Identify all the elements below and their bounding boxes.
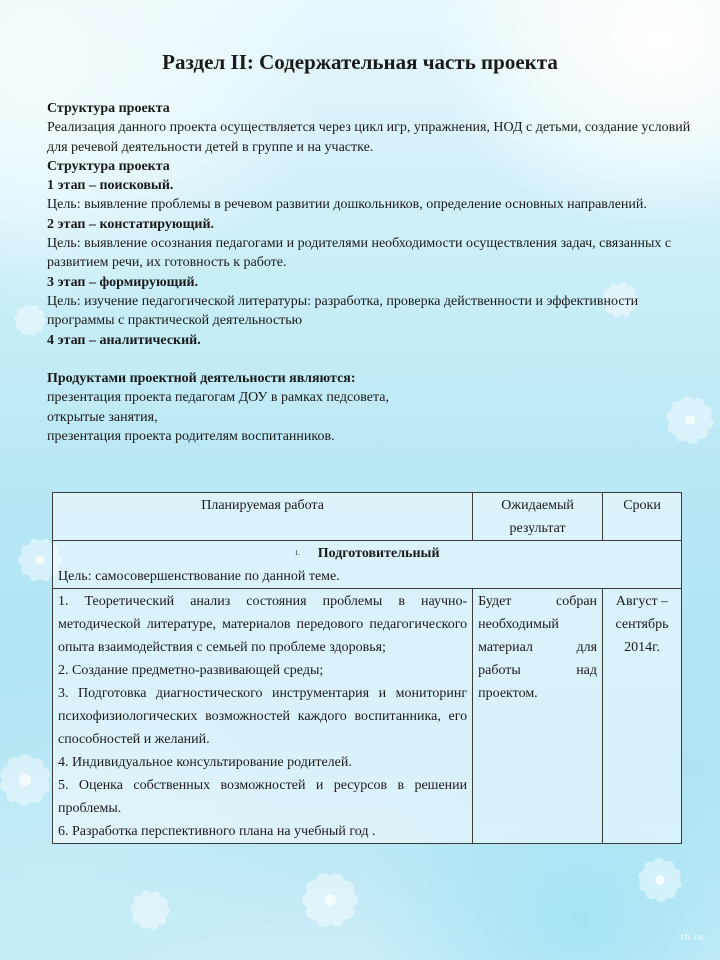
stage-2-title: 2 этап – констатирующий. — [47, 216, 215, 232]
section-cell — [53, 541, 682, 589]
product-item: открытые занятия, — [47, 409, 158, 425]
work-item: 4. Индивидуальное консультирование родителей. — [58, 755, 352, 771]
stage-2-goal: Цель: выявление осознания педагогами и родителями необходимости осуществления задач, связанных с развитием речи, их готовность к работе. — [47, 236, 672, 271]
dates-line: Август – — [615, 594, 669, 610]
page-title: Раздел II: Содержательная часть проекта — [162, 50, 558, 74]
watermark: fb.ru — [680, 932, 704, 942]
stage-4-title: 4 этап – аналитический. — [47, 332, 201, 348]
result-line: работы над — [478, 663, 598, 679]
stage-1-title: 1 этап – поисковый. — [47, 178, 174, 194]
result-line: материал для — [478, 640, 598, 656]
result-line: проектом. — [478, 686, 538, 702]
structure-heading-second: Структура проекта — [47, 158, 170, 174]
structure-paragraph: Реализация данного проекта осуществляется через цикл игр, упражнения, НОД с детьми, создание условий для речевой деятельности детей в группе и на участке. — [47, 120, 691, 155]
header-planned-work: Планируемая работа — [53, 493, 473, 541]
header-dates: Сроки — [603, 493, 682, 541]
header-expected-result: Ожидаемый результат — [473, 493, 603, 541]
section-row — [53, 541, 682, 589]
stage-3-goal: Цель: изучение педагогической литературы: разработка, проверка действенности и эффективности программы с практической деятельностью — [47, 293, 639, 329]
products-heading: Продуктами проектной деятельности являются: — [47, 371, 356, 387]
product-item: презентация проекта педагогам ДОУ в рамках педсовета, — [47, 390, 389, 406]
project-structure-section — [47, 99, 697, 446]
section-goal: Цель: самосовершенствование по данной теме. — [58, 569, 340, 585]
expected-result-cell — [473, 589, 603, 844]
section-title — [58, 542, 676, 565]
planned-work-cell — [53, 589, 473, 844]
work-item: 5. Оценка собственных возможностей и ресурсов в решении проблемы. — [58, 778, 468, 817]
table-row — [53, 589, 682, 844]
work-item: 6. Разработка перспективного плана на учебный год . — [58, 824, 376, 840]
work-item: 1. Теоретический анализ состояния проблемы в научно-методической литературе, материалов передового педагогического опыта взаимодействия с семьей по проблеме здоровья; — [58, 594, 468, 656]
stage-1-goal: Цель: выявление проблемы в речевом развитии дошкольников, определение основных направлений. — [47, 197, 647, 213]
work-plan-table — [52, 492, 682, 844]
result-line: Будет собран — [478, 594, 598, 610]
dates-cell — [603, 589, 682, 844]
section-title-text: Подготовительный — [317, 546, 440, 561]
product-item: презентация проекта родителям воспитанников. — [47, 429, 335, 445]
dates-line: сентябрь — [615, 617, 669, 633]
work-item: 2. Создание предметно-развивающей среды; — [58, 663, 324, 679]
result-line: необходимый — [478, 617, 559, 633]
stage-3-title: 3 этап – формирующий. — [47, 274, 199, 290]
structure-heading: Структура проекта — [47, 101, 170, 116]
dates-line: 2014г. — [624, 640, 660, 656]
work-item: 3. Подготовка диагностического инструментария и мониторинг психофизиологических возможностей каждого воспитанника, его способностей и желаний. — [58, 686, 468, 748]
section-number: 1. — [294, 549, 300, 558]
table-header-row — [53, 493, 682, 541]
